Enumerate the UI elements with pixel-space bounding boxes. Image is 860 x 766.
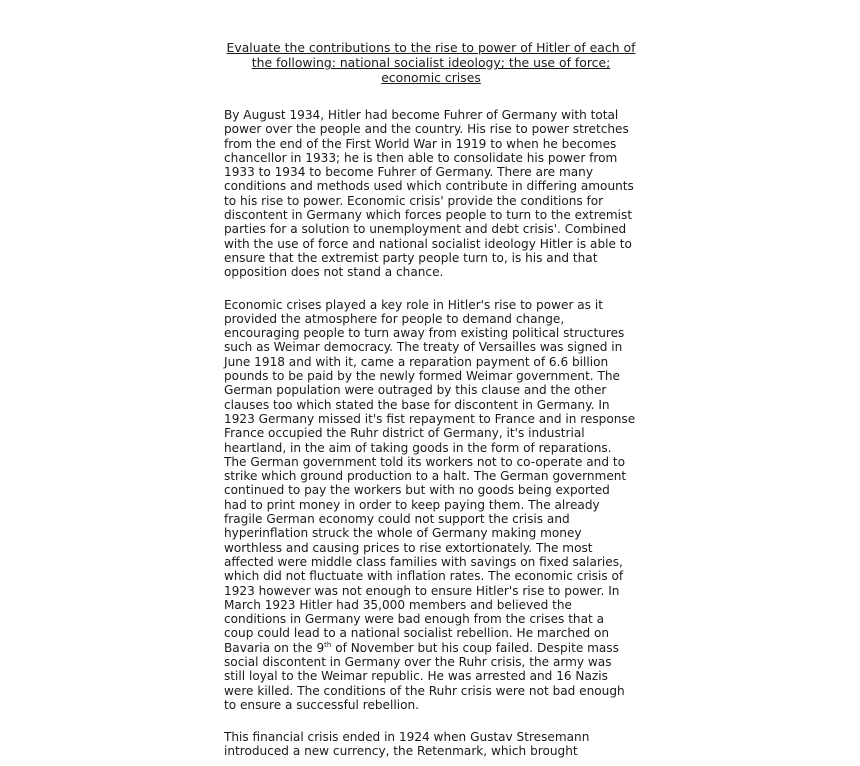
paragraph-economic-crises-text: Economic crises played a key role in Hitler's rise to power as it provided the atmosphere for people to demand change, encouraging people to turn away from existing political structures such as Weimar democracy. The treaty of Versailles was signed in June 1918 and with it, came a reparation payment of 6.6 billion pounds to be paid by the newly formed Weimar government. The German population were outraged by this clause and the other clauses too which stated the base for discontent in Germany. In 1923 Germany missed it's fist repayment to France and in response France occupied the Ruhr district of Germany, it's industrial heartland, in the aim of taking goods in the form of reparations. The German government told its workers not to co-operate and to strike which ground production to a halt. The German government continued to pay the workers but with no goods being exported had to print money in order to keep paying them. The already fragile German economy could not support the crisis and hyperinflation struck the whole of Germany making money worthless and causing prices to rise extortionately. The most affected were middle class families with savings on fixed salaries, which did not fluctuate with inflation rates. The economic crisis of 1923 however was not enough to ensure Hitler's rise to power. In March 1923 Hitler had 35,000 members and believed the conditions in Germany were bad enough from the crises that a coup could lead to a national socialist rebellion. He marched on Bavaria on the 9	[224, 297, 636, 655]
essay-body	[224, 108, 636, 766]
ordinal-suffix: th	[324, 640, 332, 649]
essay-title: Evaluate the contributions to the rise to power of Hitler of each of the following: national socialist ideology; the use of force; economic crises	[226, 40, 636, 85]
paragraph-economic-crises-text-continued: of November but his coup failed. Despite mass social discontent in Germany over the Ruhr crisis, the army was still loyal to the Weimar republic. He was arrested and 16 Nazis were killed. The conditions of the Ruhr crisis were not bad enough to ensure a successful rebellion.	[224, 640, 625, 712]
paragraph-financial-crisis-end: This financial crisis ended in 1924 when Gustav Stresemann introduced a new currency, the Retenmark, which brought	[224, 730, 590, 759]
paragraph-introduction: By August 1934, Hitler had become Fuhrer of Germany with total power over the people and the country. His rise to power stretches from the end of the First World War in 1919 to when he becomes chancellor in 1933; he is then able to consolidate his power from 1933 to 1934 to become Fuhrer of Germany. There are many conditions and methods used which contribute in differing amounts to his rise to power. Economic crisis' provide the conditions for discontent in Germany which forces people to turn to the extremist parties for a solution to unemployment and debt crisis'. Combined with the use of force and national socialist ideology Hitler is able to ensure that the extremist party people turn to, is his and that opposition does not stand a chance.	[224, 108, 634, 280]
paragraph-economic-crises	[224, 298, 636, 713]
